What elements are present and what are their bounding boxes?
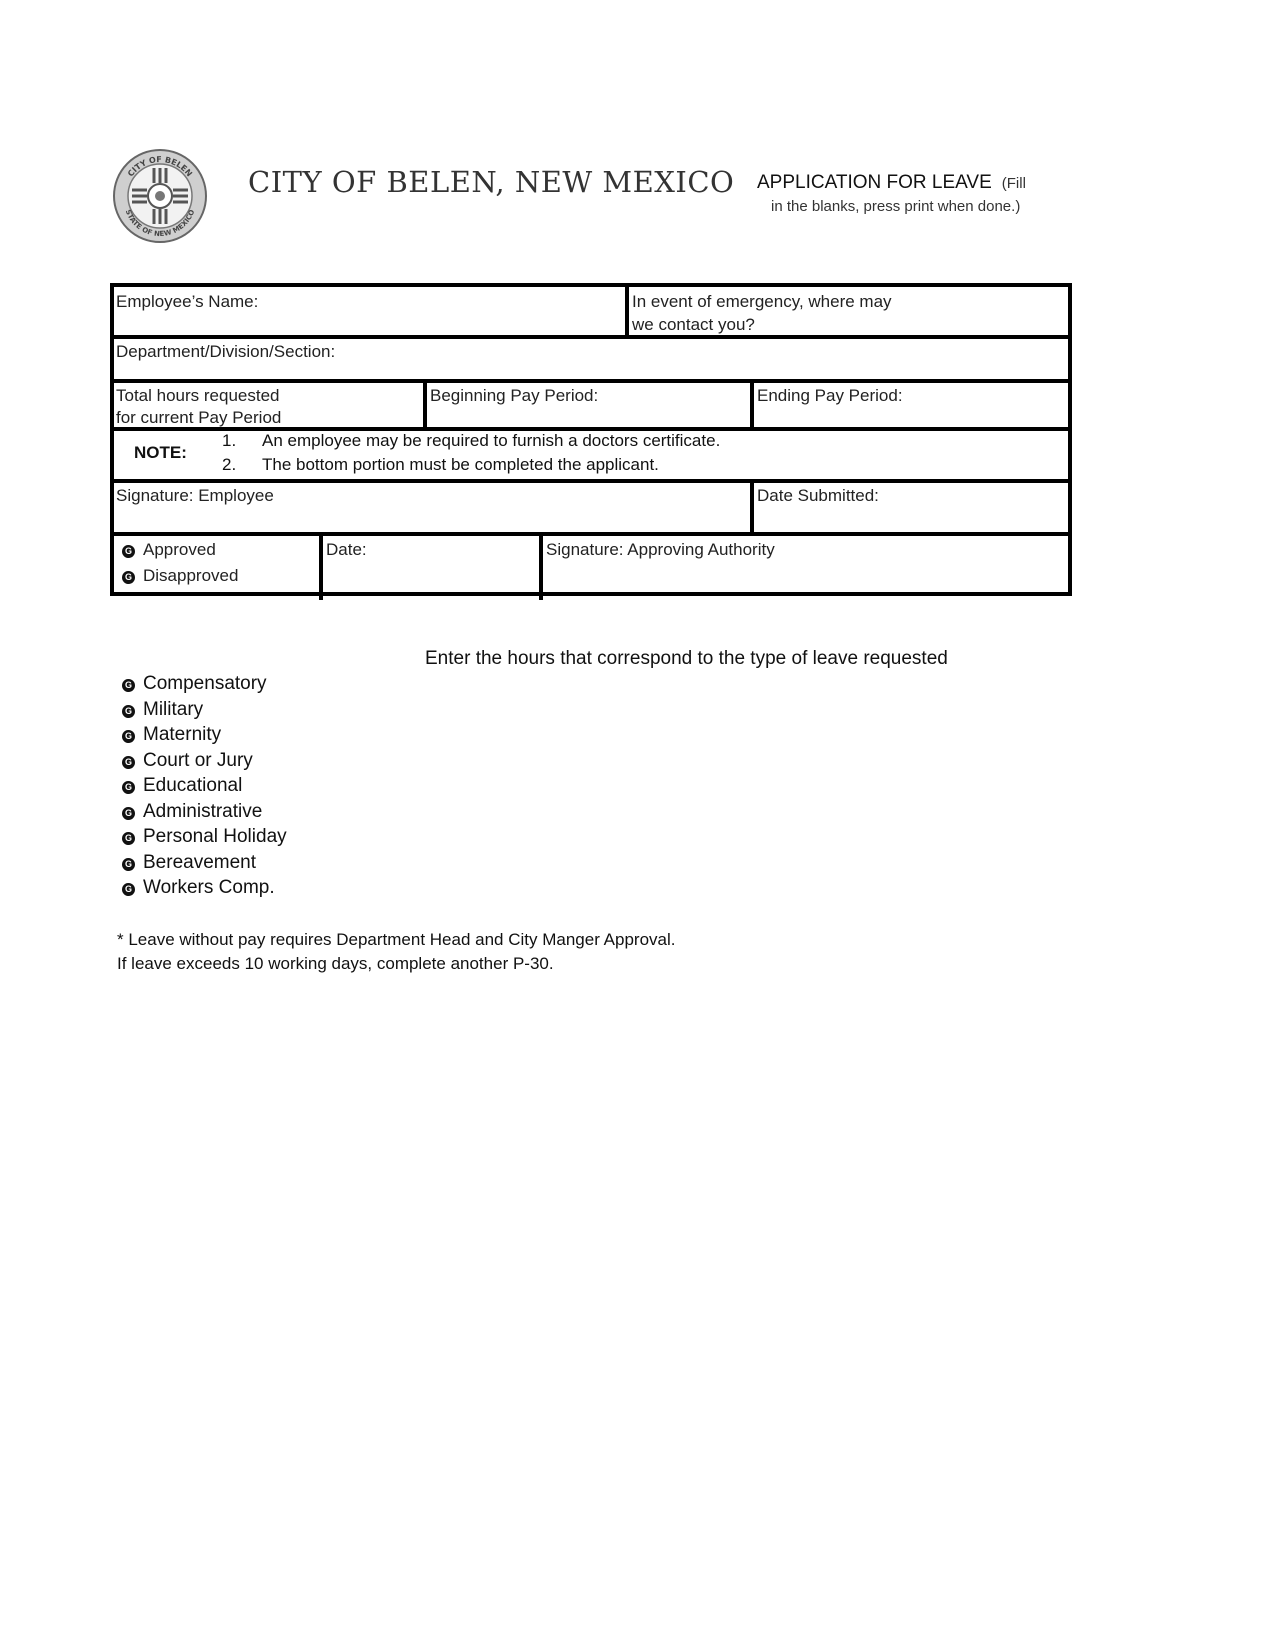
radio-button-icon[interactable]: G [122, 730, 135, 743]
note-item-1 [222, 431, 720, 451]
radio-button-icon[interactable]: G [122, 571, 135, 584]
leave-type-label: Educational [143, 775, 243, 796]
leave-instruction: Enter the hours that correspond to the type of leave requested [425, 648, 948, 669]
leave-type-label: Personal Holiday [143, 826, 287, 847]
leave-type-label: Court or Jury [143, 749, 253, 771]
approved-label: Approved [143, 540, 216, 559]
radio-button-icon[interactable]: G [122, 883, 135, 896]
signature-employee-label: Signature: Employee [116, 486, 274, 505]
leave-type-label: Administrative [143, 800, 263, 822]
radio-button-icon[interactable]: G [122, 807, 135, 820]
radio-button-icon[interactable]: G [122, 679, 135, 692]
emergency-contact-label-line2: we contact you? [632, 315, 755, 334]
beginning-pay-period-label: Beginning Pay Period: [430, 386, 599, 405]
employee-name-label: Employee’s Name: [116, 292, 259, 311]
leave-option-court-or-jury[interactable] [122, 748, 287, 774]
leave-option-compensatory[interactable] [122, 671, 287, 697]
form-title-text: APPLICATION FOR LEAVE [757, 172, 992, 193]
approved-option[interactable] [122, 538, 216, 561]
radio-button-icon[interactable]: G [122, 756, 135, 769]
svg-text:STATE OF NEW MEXICO: STATE OF NEW MEXICO [123, 208, 197, 239]
leave-option-personal-holiday[interactable] [122, 824, 287, 850]
leave-option-bereavement[interactable] [122, 850, 287, 876]
emergency-contact-label-line1: In event of emergency, where may [632, 292, 892, 311]
note-number: 1. [222, 431, 237, 450]
total-hours-label-line1: Total hours requested [116, 386, 280, 405]
leave-option-administrative[interactable] [122, 799, 287, 825]
department-field[interactable] [114, 339, 1069, 379]
disapproved-label: Disapproved [143, 566, 239, 585]
note-text: The bottom portion must be completed the applicant. [262, 455, 659, 474]
disapproved-option[interactable] [122, 564, 238, 587]
leave-type-label: Military [143, 698, 204, 720]
ending-pay-period-label: Ending Pay Period: [757, 386, 903, 405]
leave-type-label: Bereavement [143, 851, 257, 873]
footnote-leave-without-pay: * Leave without pay requires Department Head and City Manger Approval. [117, 930, 676, 949]
footnotes [117, 928, 675, 976]
ending-pay-period-field[interactable] [754, 383, 1069, 427]
leave-type-label: Maternity [143, 724, 222, 745]
radio-button-icon[interactable]: G [122, 781, 135, 794]
approval-date-label: Date: [326, 540, 367, 559]
department-label: Department/Division/Section: [116, 342, 336, 361]
signature-employee-field[interactable] [114, 483, 748, 532]
note-label: NOTE: [134, 443, 187, 462]
approval-date-field[interactable] [323, 536, 537, 600]
total-hours-field[interactable] [114, 383, 421, 427]
radio-button-icon[interactable]: G [122, 832, 135, 845]
note-item-2 [222, 455, 659, 475]
leave-type-list [122, 671, 287, 901]
signature-authority-field[interactable] [543, 536, 1069, 600]
note-text: An employee may be required to furnish a doctors certificate. [262, 431, 721, 450]
employee-name-field[interactable] [114, 287, 623, 335]
total-hours-label-line2: for current Pay Period [116, 408, 282, 427]
leave-option-workers-comp[interactable] [122, 875, 287, 901]
leave-type-label: Workers Comp. [143, 877, 275, 898]
leave-application-form [110, 283, 1072, 596]
leave-option-military[interactable] [122, 697, 287, 723]
radio-button-icon[interactable]: G [122, 545, 135, 558]
note-number: 2. [222, 455, 237, 474]
beginning-pay-period-field[interactable] [427, 383, 748, 427]
signature-authority-label: Signature: Approving Authority [546, 540, 775, 559]
form-subtitle: in the blanks, press print when done.) [771, 198, 1021, 215]
date-submitted-label: Date Submitted: [757, 486, 879, 505]
leave-option-maternity[interactable] [122, 722, 287, 748]
city-title: CITY OF BELEN, NEW MEXICO [248, 165, 735, 199]
leave-option-educational[interactable] [122, 773, 287, 799]
radio-button-icon[interactable]: G [122, 705, 135, 718]
form-title-fill: (Fill [1001, 175, 1026, 192]
svg-text:CITY OF BELEN: CITY OF BELEN [126, 154, 194, 179]
leave-type-label: Compensatory [143, 673, 267, 694]
city-seal-icon [112, 148, 208, 244]
form-title [757, 172, 1026, 194]
emergency-contact-field[interactable] [629, 287, 1069, 335]
radio-button-icon[interactable]: G [122, 858, 135, 871]
footnote-leave-exceeds: If leave exceeds 10 working days, complete another P-30. [117, 954, 554, 973]
date-submitted-field[interactable] [754, 483, 1069, 532]
